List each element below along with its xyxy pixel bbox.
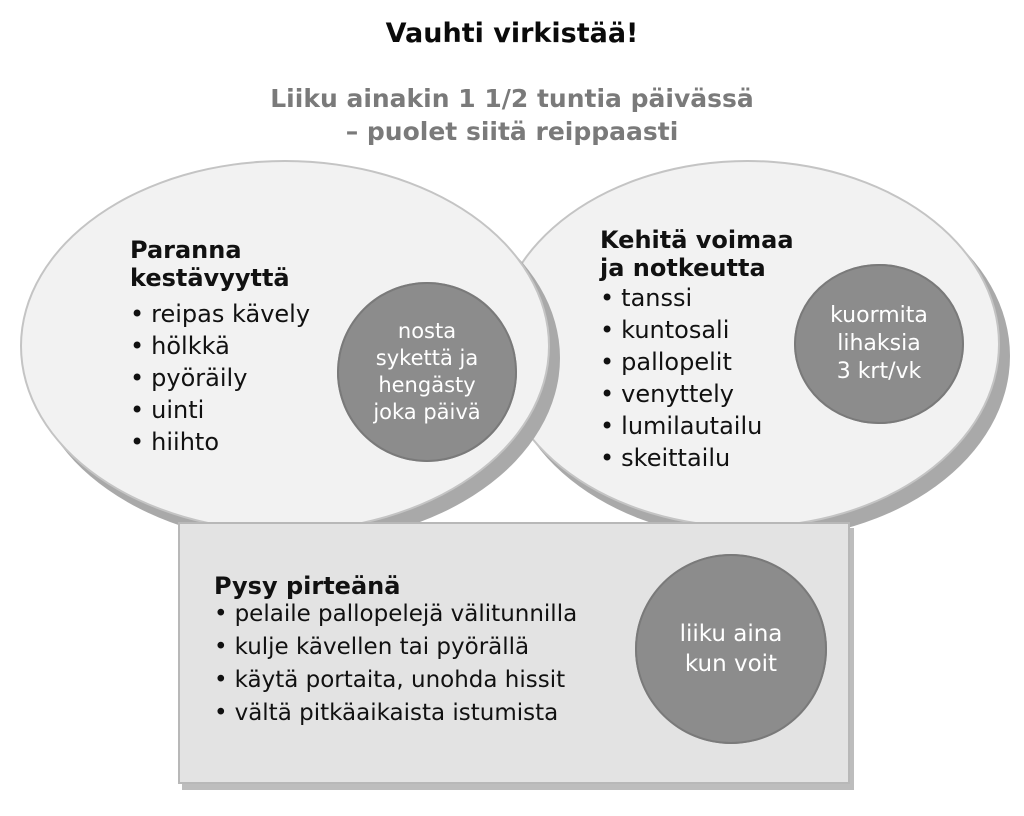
endurance-ellipse	[20, 160, 550, 532]
strength-heading-line-2: ja notkeutta	[600, 254, 766, 282]
list-item: • pallopelit	[600, 346, 762, 378]
bubble-line: kun voit	[684, 651, 778, 677]
subtitle-line-1: Liiku ainakin 1 1/2 tuntia päivässä	[270, 84, 754, 113]
endurance-bubble	[337, 282, 517, 462]
bubble-line: kuormita	[830, 303, 928, 328]
list-item: • käytä portaita, unohda hissit	[214, 664, 577, 697]
stay-active-heading: Pysy pirteänä	[214, 572, 401, 600]
bubble-line: lihaksia	[837, 331, 921, 356]
strength-ellipse	[495, 160, 1000, 528]
strength-list	[600, 282, 762, 474]
list-item: • hiihto	[130, 426, 310, 458]
stay-active-bubble	[635, 554, 827, 744]
endurance-heading-line-2: kestävyyttä	[130, 264, 290, 292]
endurance-list	[130, 298, 310, 458]
list-item: • reipas kävely	[130, 298, 310, 330]
strength-bubble	[794, 264, 964, 424]
list-item: • tanssi	[600, 282, 762, 314]
list-item: • kuntosali	[600, 314, 762, 346]
list-item: • hölkkä	[130, 330, 310, 362]
strength-heading-line-1: Kehitä voimaa	[600, 226, 794, 254]
list-item: • pelaile pallopelejä välitunnilla	[214, 598, 577, 631]
list-item: • pyöräily	[130, 362, 310, 394]
diagram-title: Vauhti virkistää!	[385, 18, 639, 49]
list-item: • lumilautailu	[600, 410, 762, 442]
endurance-heading	[130, 236, 290, 292]
bubble-line: joka päivä	[373, 400, 481, 424]
list-item: • skeittailu	[600, 442, 762, 474]
list-item: • uinti	[130, 394, 310, 426]
subtitle-line-2: – puolet siitä reippaasti	[345, 117, 679, 146]
endurance-heading-line-1: Paranna	[130, 236, 242, 264]
bubble-line: nosta	[397, 319, 457, 343]
list-item: • vältä pitkäaikaista istumista	[214, 697, 577, 730]
stay-active-panel	[178, 522, 850, 784]
list-item: • venyttely	[600, 378, 762, 410]
bubble-line: sykettä ja	[375, 346, 479, 370]
bubble-line: 3 krt/vk	[836, 359, 922, 384]
list-item: • kulje kävellen tai pyörällä	[214, 631, 577, 664]
stay-active-list	[214, 598, 577, 730]
bubble-line: liiku aina	[679, 621, 783, 647]
strength-heading	[600, 226, 794, 282]
bubble-line: hengästy	[378, 373, 476, 397]
